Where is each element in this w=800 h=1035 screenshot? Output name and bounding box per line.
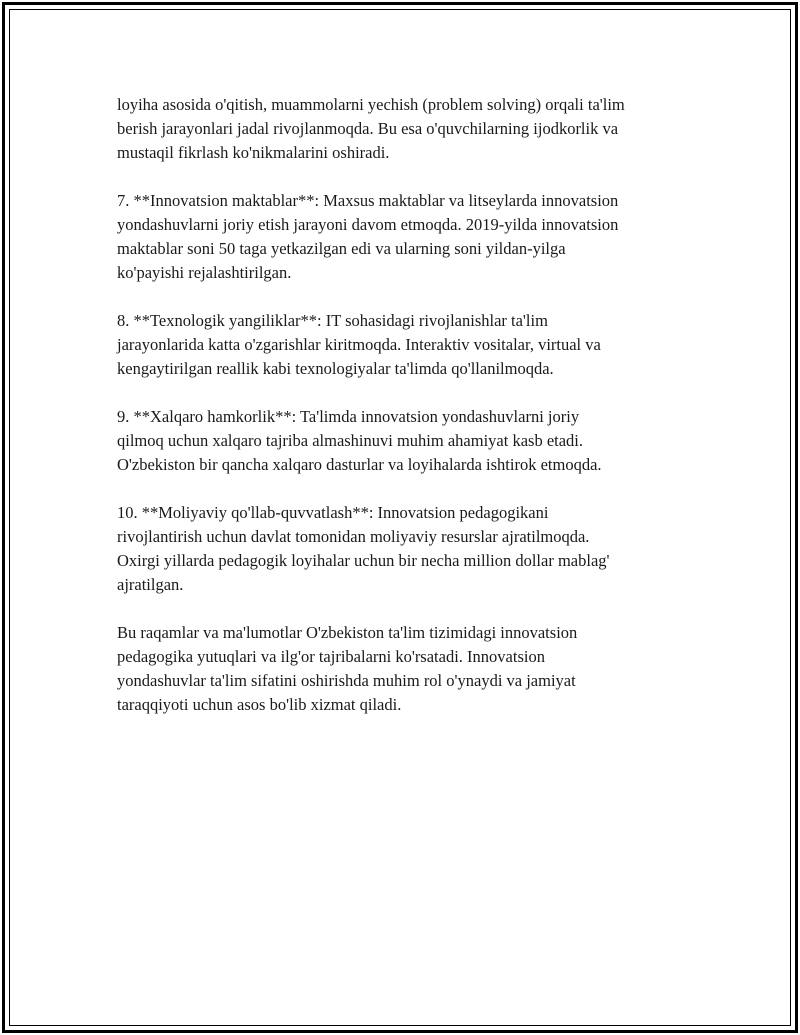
text-line: Bu raqamlar va ma'lumotlar O'zbekiston ta'lim tizimidagi innovatsion (117, 623, 578, 642)
text-line: rivojlantirish uchun davlat tomonidan moliyaviy resurslar ajratilmoqda. (117, 527, 590, 546)
text-line: yondashuvlarni joriy etish jarayoni davom etmoqda. 2019-yilda innovatsion (117, 215, 619, 234)
text-line: loyiha asosida o'qitish, muammolarni yechish (problem solving) orqali ta'lim (117, 95, 625, 114)
paragraph-item-10 (117, 501, 697, 597)
text-line: qilmoq uchun xalqaro tajriba almashinuvi muhim ahamiyat kasb etadi. (117, 431, 584, 450)
text-line: maktablar soni 50 taga yetkazilgan edi va ularning soni yildan-yilga (117, 239, 566, 258)
text-line: taraqqiyoti uchun asos bo'lib xizmat qiladi. (117, 695, 402, 714)
paragraph-conclusion (117, 621, 697, 717)
text-line: 9. **Xalqaro hamkorlik**: Ta'limda innovatsion yondashuvlarni joriy (117, 407, 580, 426)
text-line: pedagogika yutuqlari va ilg'or tajribalarni ko'rsatadi. Innovatsion (117, 647, 545, 666)
paragraph-item-9 (117, 405, 697, 477)
text-line: Oxirgi yillarda pedagogik loyihalar uchun bir necha million dollar mablag' (117, 551, 610, 570)
paragraph-item-8 (117, 309, 697, 381)
text-line: O'zbekiston bir qancha xalqaro dasturlar va loyihalarda ishtirok etmoqda. (117, 455, 602, 474)
document-body (117, 93, 697, 741)
text-line: 7. **Innovatsion maktablar**: Maxsus maktablar va litseylarda innovatsion (117, 191, 619, 210)
text-line: 10. **Moliyaviy qo'llab-quvvatlash**: Innovatsion pedagogikani (117, 503, 549, 522)
text-line: berish jarayonlari jadal rivojlanmoqda. Bu esa o'quvchilarning ijodkorlik va (117, 119, 619, 138)
text-line: 8. **Texnologik yangiliklar**: IT sohasidagi rivojlanishlar ta'lim (117, 311, 548, 330)
text-line: ko'payishi rejalashtirilgan. (117, 263, 292, 282)
paragraph-intro-continuation (117, 93, 697, 165)
paragraph-item-7 (117, 189, 697, 285)
text-line: jarayonlarida katta o'zgarishlar kiritmoqda. Interaktiv vositalar, virtual va (117, 335, 601, 354)
text-line: ajratilgan. (117, 575, 184, 594)
text-line: yondashuvlar ta'lim sifatini oshirishda muhim rol o'ynaydi va jamiyat (117, 671, 576, 690)
text-line: kengaytirilgan reallik kabi texnologiyalar ta'limda qo'llanilmoqda. (117, 359, 554, 378)
text-line: mustaqil fikrlash ko'nikmalarini oshiradi. (117, 143, 390, 162)
